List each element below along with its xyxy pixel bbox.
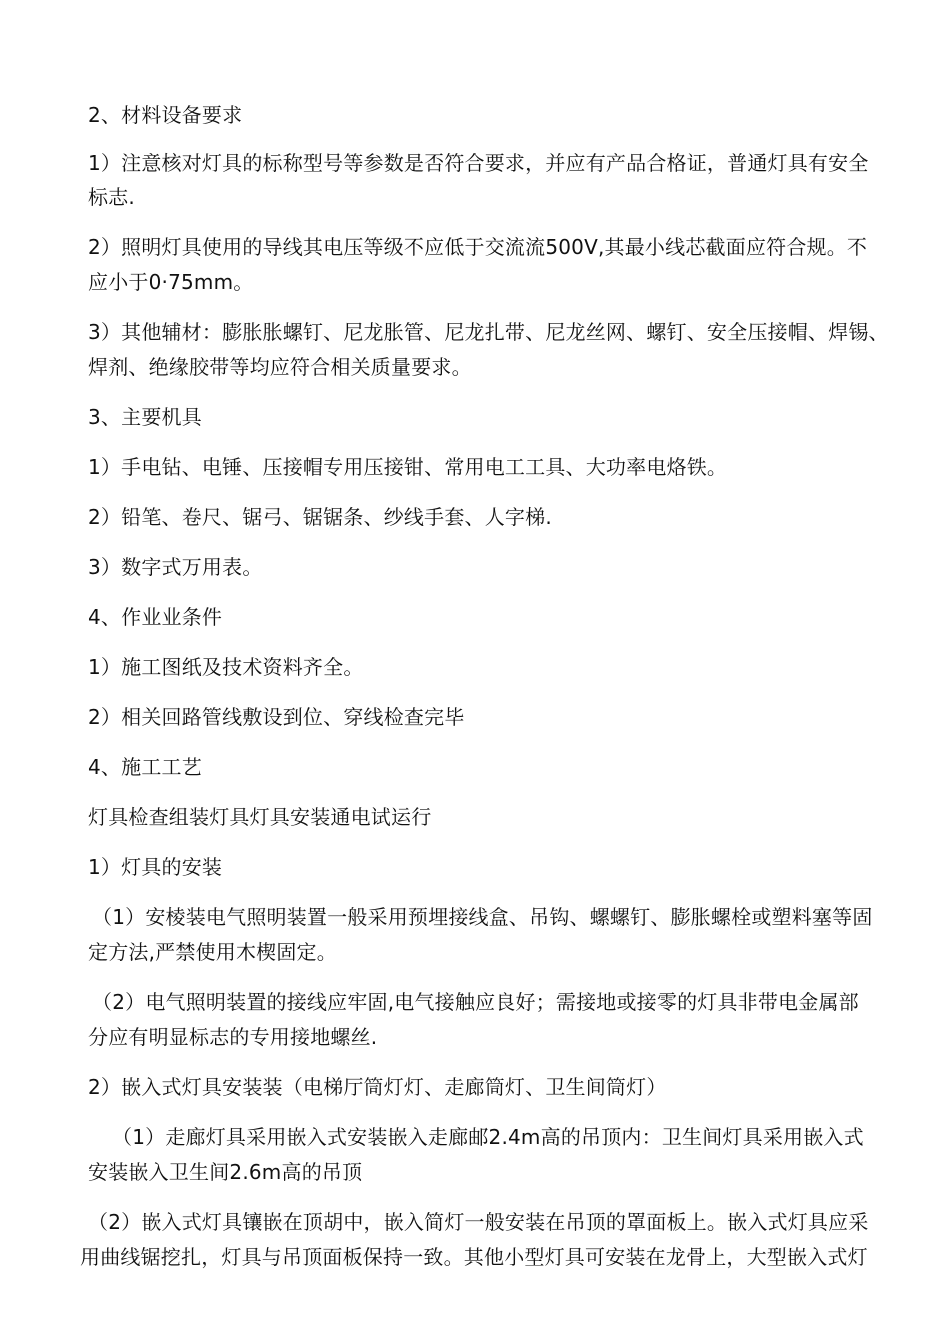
heading-conditions: 4、作业业条件 [88,605,223,629]
paragraph-line: 2）相关回路管线敷设到位、穿线检查完毕 [88,705,465,729]
paragraph-line: 3）其他辅材：膨胀胀螺钉、尼龙胀管、尼龙扎带、尼龙丝网、螺钉、安全压接帽、焊锡、 [88,320,889,344]
paragraph-line: 1）灯具的安装 [88,855,223,879]
paragraph-line: 标志. [88,185,135,209]
paragraph-line: 应小于0·75mm。 [88,270,254,294]
paragraph-line: 用曲线锯挖扎，灯具与吊顶面板保持一致。其他小型灯具可安装在龙骨上，大型嵌入式灯 [80,1245,868,1269]
paragraph-line: 2）照明灯具使用的导线其电压等级不应低于交流流500V,其最小线芯截面应符合规。不 [88,235,868,259]
paragraph-line: 2）铅笔、卷尺、锯弓、锯锯条、纱线手套、人字梯. [88,505,552,529]
heading-tools: 3、主要机具 [88,405,202,429]
paragraph-line: 1）手电钻、电锤、压接帽专用压接钳、常用电工工具、大功率电烙铁。 [88,455,728,479]
paragraph-line: 3）数字式万用表。 [88,555,263,579]
heading-process: 4、施工工艺 [88,755,202,779]
paragraph-line: （1）安棱装电气照明装置一般采用预埋接线盒、吊钩、螺螺钉、膨胀螺栓或塑料塞等固 [92,905,873,929]
paragraph-line: 1）施工图纸及技术资料齐全。 [88,655,364,679]
paragraph-line: （2）嵌入式灯具镶嵌在顶胡中，嵌入简灯一般安装在吊顶的罩面板上。嵌入式灯具应采 [88,1210,869,1234]
paragraph-line: 灯具检查组装灯具灯具安装通电试运行 [88,805,432,829]
paragraph-line: （2）电气照明装置的接线应牢固,电气接触应良好；需接地或接零的灯具非带电金属部 [92,990,859,1014]
paragraph-line: 1）注意核对灯具的标称型号等参数是否符合要求，并应有产品合格证，普通灯具有安全 [88,151,869,175]
paragraph-line: 焊剂、绝缘胶带等均应符合相关质量要求。 [88,355,472,379]
paragraph-line: 安装嵌入卫生间2.6m高的吊顶 [88,1160,363,1184]
paragraph-line: 定方法,严禁使用木楔固定。 [88,940,337,964]
paragraph-line: 2）嵌入式灯具安装装（电梯厅筒灯灯、走廊筒灯、卫生间筒灯） [88,1075,667,1099]
paragraph-line: 分应有明显标志的专用接地螺丝. [88,1025,378,1049]
heading-materials: 2、材料设备要求 [88,103,243,127]
paragraph-line: （1）走廊灯具采用嵌入式安装嵌入走廊邮2.4m高的吊顶内：卫生间灯具采用嵌入式 [112,1125,864,1149]
